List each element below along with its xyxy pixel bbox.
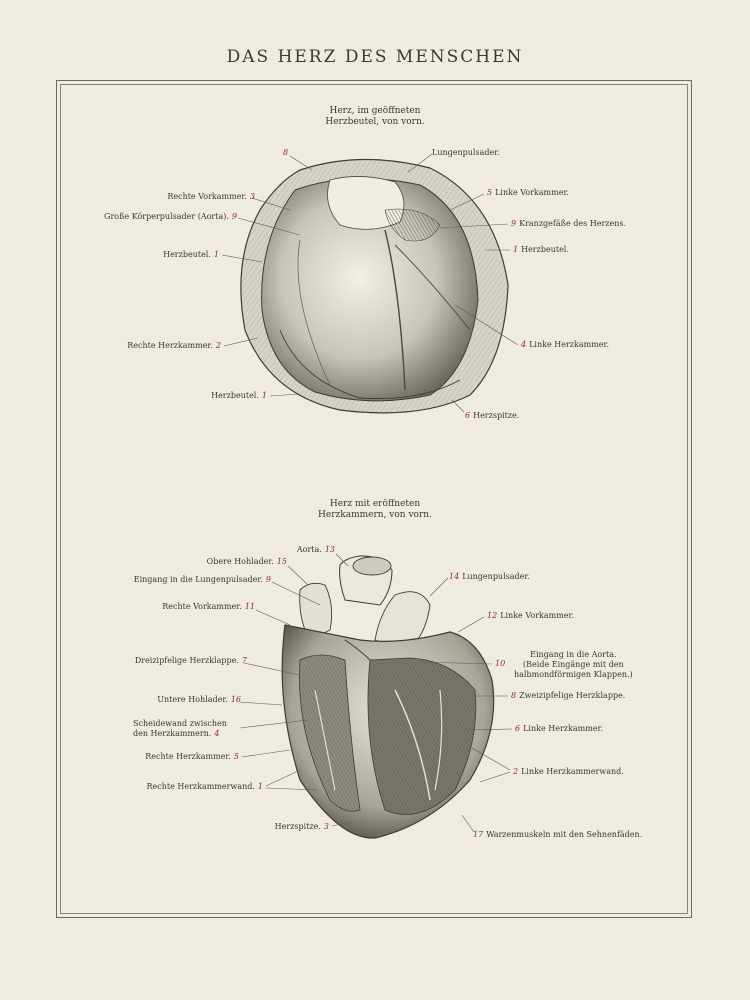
figure2-label-linke-herzkammer [512,724,603,734]
label-text: Lungenpulsader. [432,148,500,157]
label-text: Linke Vorkammer. [500,611,575,620]
label-number: 16 [230,695,241,704]
label-text: Aorta. [296,545,322,554]
label-number: 1 [261,391,267,400]
figure2-label-dreizipfelige-herzklappe [135,656,250,666]
label-text: Rechte Herzkammer. [127,341,213,350]
figure1-label-kranzgefaesse [508,219,626,229]
label-number: 1 [257,782,263,791]
figure2-caption [275,499,475,521]
figure2-label-rechte-herzkammer [145,752,242,762]
figure2-aorta-entry-note [514,650,633,680]
figure2-label-aorta [297,545,338,555]
label-text: Herzbeutel. [163,250,211,259]
aorta-entry-note-line2: (Beide Eingänge mit den [523,660,624,669]
label-number: 8 [283,148,289,157]
label-number: 11 [244,602,255,611]
figure1-label-rechte-vorkammer [167,192,258,202]
label-number: 3 [323,822,329,831]
figure1-label-herzbeutel-left [163,250,222,260]
figure1-label-herzspitze [462,411,519,421]
label-number: 14 [449,572,460,581]
label-text: Obere Hohlader. [206,557,274,566]
figure1-heart-drawing [241,159,508,412]
label-text: Dreizipfelige Herzklappe. [134,656,239,665]
figure1-caption-line1: Herz, im geöffneten [329,106,421,116]
figure1-label-8 [280,148,291,158]
label-number: 10 [495,659,506,668]
figure2-caption-line1: Herz mit eröffneten [329,499,421,509]
label-number: 3 [249,192,255,201]
label-text: Große Körperpulsader (Aorta). [104,212,229,221]
label-text: Zweizipfelige Herzklappe. [519,691,626,700]
figure2-label-linke-herzkammerwand [510,767,624,777]
figure1-label-linke-vorkammer [484,188,569,198]
label-text: Herzbeutel. [211,391,259,400]
label-text: Linke Herzkammer. [529,340,610,349]
label-number: 5 [233,752,239,761]
label-number: 9 [231,212,237,221]
label-number: 7 [241,656,247,665]
label-number: 9 [265,575,271,584]
label-text: Eingang in die Lungenpulsader. [133,575,263,584]
label-text: Rechte Vorkammer. [167,192,247,201]
label-number: 1 [513,245,519,254]
label-text: Herzspitze. [274,822,321,831]
label-text: Linke Herzkammerwand. [521,767,624,776]
label-text: Rechte Herzkammer. [145,752,231,761]
figure2-label-rechte-herzkammerwand [146,782,266,792]
label-number: 8 [511,691,517,700]
label-text: Scheidewand zwischen den Herzkammern. [133,719,227,738]
figure1-caption-line2: Herzbeutel, von vorn. [325,117,425,127]
label-text: Warzenmuskeln mit den Sehnenfäden. [486,830,643,839]
plate-title: DAS HERZ DES MENSCHEN [226,47,524,67]
label-number: 9 [511,219,517,228]
figure1-label-herzbeutel-right [510,245,569,255]
label-text: Herzspitze. [473,411,520,420]
label-number: 2 [215,341,221,350]
label-text: Linke Vorkammer. [495,188,569,197]
figure2-label-lungenpulsader [446,572,530,582]
figure2-label-10 [492,659,508,669]
aorta-entry-note-line3: halbmondförmigen Klappen.) [514,670,633,679]
figure2-label-zweizipfelige-herzklappe [508,691,625,701]
label-number: 17 [473,830,484,839]
figure2-label-obere-hohlader [207,557,290,567]
label-text: Untere Hohlader. [157,695,228,704]
figure2-caption-line2: Herzkammern, von vorn. [318,510,432,520]
figure2-label-untere-hohlader [157,695,244,705]
label-text: Rechte Vorkammer. [162,602,242,611]
label-number: 12 [487,611,498,620]
label-text: Rechte Herzkammerwand. [146,782,255,791]
figure1-label-rechte-herzkammer [127,341,224,351]
figure2-label-linke-vorkammer [484,611,574,621]
aorta-entry-note-line1: Eingang in die Aorta. [530,650,617,659]
label-text: Herzbeutel. [521,245,569,254]
figure2-label-herzspitze [275,822,332,832]
figure2-label-eingang-lungenpulsader [134,575,274,585]
label-text: Kranzgefäße des Herzens. [519,219,627,228]
label-text: Lungenpulsader. [462,572,530,581]
label-number: 1 [213,250,219,259]
label-number: 5 [487,188,493,197]
figure1-label-herzbeutel-bottom [211,391,270,401]
label-number: 6 [465,411,471,420]
label-number: 4 [521,340,527,349]
label-number: 4 [214,729,220,738]
figure2-label-warzenmuskeln [470,830,642,840]
figure1-label-aorta [104,212,240,222]
figure2-label-scheidewand [133,719,243,739]
figure2-label-rechte-vorkammer [162,602,258,612]
figure1-caption [275,106,475,128]
label-number: 2 [513,767,519,776]
label-text: Linke Herzkammer. [523,724,604,733]
figure2-heart-drawing [282,556,494,838]
label-number: 6 [515,724,521,733]
figure1-label-linke-herzkammer [518,340,609,350]
label-number: 15 [276,557,287,566]
figure1-label-lungenpulsader [432,148,500,158]
label-number: 13 [324,545,335,554]
